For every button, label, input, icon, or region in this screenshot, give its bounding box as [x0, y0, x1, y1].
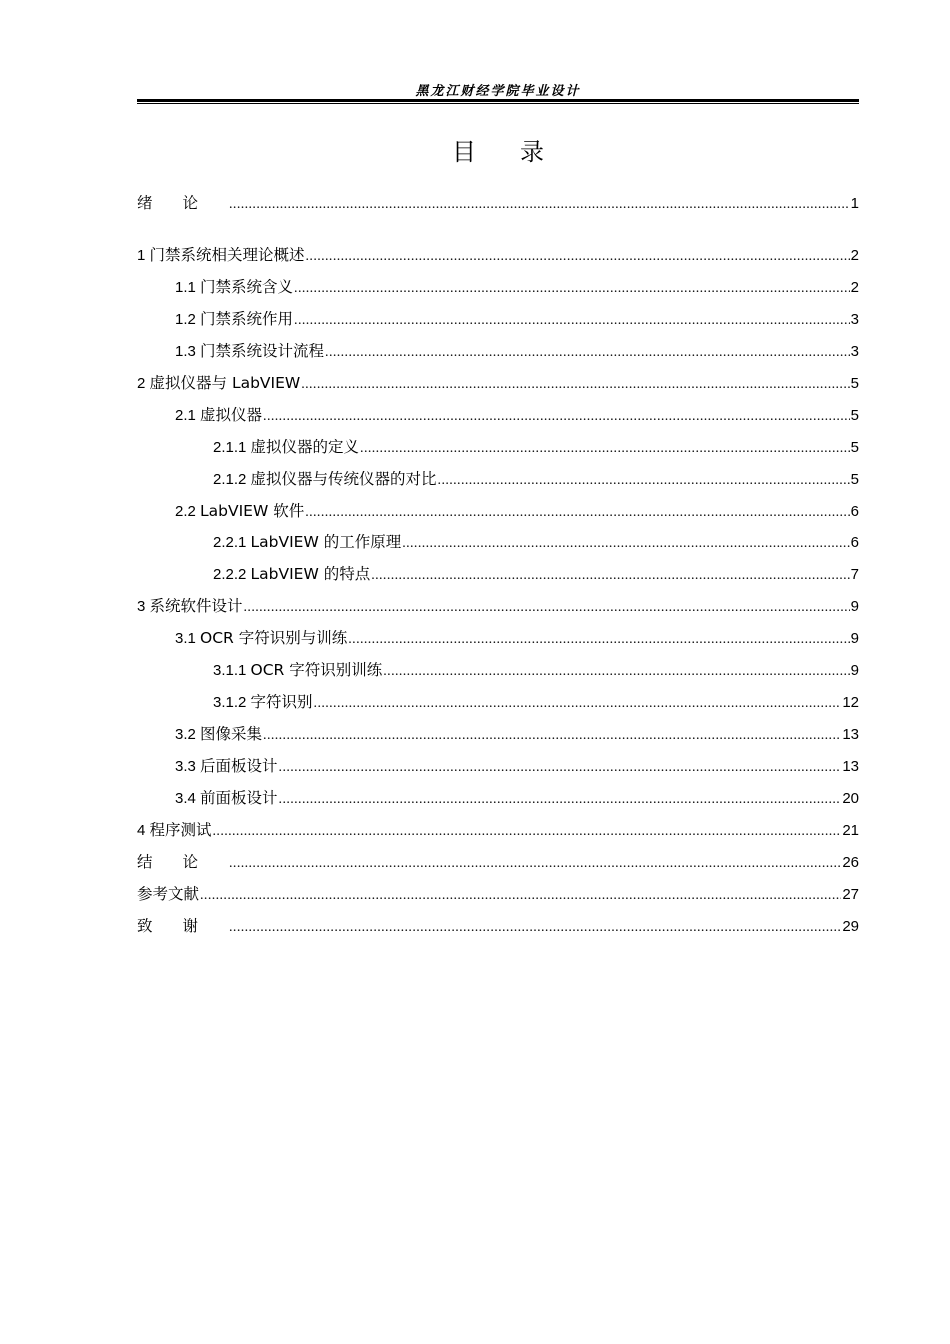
toc-entry[interactable] — [137, 819, 859, 841]
toc-title: 目录 — [452, 138, 588, 166]
toc-entry[interactable] — [175, 276, 859, 298]
dot-leader — [279, 757, 842, 779]
toc-entry-number: 3.3 — [175, 758, 201, 775]
toc-page-number: 2 — [850, 247, 859, 264]
running-header: 黑龙江财经学院毕业设计 — [415, 84, 581, 99]
toc-entry-label: 门禁系统含义 — [200, 278, 294, 296]
toc-entry[interactable] — [213, 531, 859, 553]
toc-page-number: 7 — [850, 566, 859, 583]
toc-entry[interactable] — [137, 595, 859, 617]
toc-entry-number: 3.2 — [175, 726, 201, 743]
dot-leader — [301, 374, 849, 396]
toc-entry-label: 门禁系统作用 — [200, 310, 294, 328]
dot-leader — [348, 629, 849, 651]
toc-entry-number: 2.1.2 — [213, 471, 251, 488]
toc-entry-label: 虚拟仪器与传统仪器的对比 — [250, 470, 437, 488]
toc-page-number: 3 — [850, 343, 859, 360]
dot-leader — [229, 194, 850, 216]
toc-entry-label: LabVIEW 的特点 — [250, 565, 371, 583]
toc-entry-label: 图像采集 — [200, 725, 263, 743]
toc-page-number: 6 — [850, 503, 859, 520]
toc-entry-label: OCR 字符识别训练 — [250, 661, 383, 679]
toc-entry[interactable] — [137, 883, 859, 905]
toc-page-number: 5 — [850, 471, 859, 488]
toc-entry-label: 虚拟仪器与 LabVIEW — [149, 374, 301, 392]
toc-entry-label: 绪论 — [137, 194, 229, 212]
dot-leader — [263, 406, 850, 428]
toc-entry-number: 1 — [137, 247, 150, 264]
toc-entry-number: 3.1.2 — [213, 694, 251, 711]
toc-page-number: 13 — [842, 726, 859, 743]
toc-entry[interactable] — [213, 436, 859, 458]
toc-entry-label: 前面板设计 — [200, 789, 278, 807]
toc-entry[interactable] — [213, 659, 859, 681]
toc-entry-label: 虚拟仪器 — [200, 406, 263, 424]
toc-entry-label: LabVIEW 软件 — [200, 502, 305, 520]
toc-entry-label: OCR 字符识别与训练 — [200, 629, 348, 647]
toc-page-number: 2 — [850, 279, 859, 296]
dot-leader — [371, 565, 849, 587]
toc-entry[interactable] — [137, 244, 859, 266]
toc-entry-label: 程序测试 — [149, 821, 212, 839]
toc-entry-label: 参考文献 — [137, 885, 200, 903]
dot-leader — [360, 438, 850, 460]
toc-entry-label: 后面板设计 — [200, 757, 278, 775]
toc-entry-number: 2.1.1 — [213, 439, 251, 456]
toc-page-number: 27 — [842, 886, 859, 903]
toc-entry-label: 门禁系统设计流程 — [200, 342, 325, 360]
dot-leader — [263, 725, 841, 747]
dot-leader — [438, 470, 850, 492]
toc-entry[interactable] — [175, 627, 859, 649]
toc-entry-label: 结论 — [137, 853, 229, 871]
toc-page-number: 20 — [842, 790, 859, 807]
toc-entry-number: 2.1 — [175, 407, 201, 424]
dot-leader — [383, 661, 849, 683]
dot-leader — [314, 693, 842, 715]
toc-entry-number: 2 — [137, 375, 150, 392]
toc-page-number: 21 — [842, 822, 859, 839]
toc-page-number: 12 — [842, 694, 859, 711]
toc-entry[interactable] — [137, 915, 859, 937]
toc-entry-number: 1.2 — [175, 311, 201, 328]
document-page — [137, 0, 859, 1344]
toc-entry[interactable] — [175, 787, 859, 809]
toc-page-number: 3 — [850, 311, 859, 328]
toc-entry-label: 虚拟仪器的定义 — [250, 438, 360, 456]
toc-page-number: 6 — [850, 534, 859, 551]
dot-leader — [402, 533, 849, 555]
toc-page-number: 9 — [850, 598, 859, 615]
toc-entry-label: 致谢 — [137, 917, 229, 935]
toc-entry[interactable] — [137, 372, 859, 394]
toc-entry[interactable] — [175, 500, 859, 522]
toc-entry-number: 3.1.1 — [213, 662, 251, 679]
toc-entry-number: 1.1 — [175, 279, 201, 296]
toc-entry-label: 字符识别 — [250, 693, 313, 711]
dot-leader — [306, 246, 850, 268]
toc-page-number: 5 — [850, 375, 859, 392]
toc-entry[interactable] — [213, 563, 859, 585]
toc-entry[interactable] — [175, 308, 859, 330]
toc-entry-number: 1.3 — [175, 343, 201, 360]
toc-page-number: 13 — [842, 758, 859, 775]
toc-page-number: 5 — [850, 439, 859, 456]
dot-leader — [305, 502, 849, 524]
toc-entry-number: 2.2 — [175, 503, 201, 520]
header-rule — [137, 99, 859, 104]
dot-leader — [244, 597, 850, 619]
toc-entry-label: LabVIEW 的工作原理 — [250, 533, 402, 551]
toc-entry-number: 3.1 — [175, 630, 201, 647]
toc-entry-number: 2.2.1 — [213, 534, 251, 551]
dot-leader — [229, 917, 841, 939]
toc-entry[interactable] — [213, 468, 859, 490]
toc-page-number: 29 — [842, 918, 859, 935]
dot-leader — [213, 821, 842, 843]
dot-leader — [200, 885, 841, 907]
toc-entry-number: 3.4 — [175, 790, 201, 807]
toc-page-number: 9 — [850, 662, 859, 679]
toc-entry[interactable] — [175, 755, 859, 777]
dot-leader — [279, 789, 842, 811]
toc-page-number: 5 — [850, 407, 859, 424]
toc-entry[interactable] — [175, 404, 859, 426]
toc-entry-number: 2.2.2 — [213, 566, 251, 583]
toc-entry[interactable] — [137, 192, 859, 214]
dot-leader — [294, 278, 850, 300]
toc-entry-number: 3 — [137, 598, 150, 615]
toc-entry-number: 4 — [137, 822, 150, 839]
dot-leader — [229, 853, 841, 875]
toc-entry[interactable] — [175, 723, 859, 745]
toc-entry[interactable] — [213, 691, 859, 713]
dot-leader — [325, 342, 850, 364]
toc-page-number: 1 — [850, 195, 859, 212]
toc-entry-label: 门禁系统相关理论概述 — [149, 246, 305, 264]
toc-entry[interactable] — [137, 851, 859, 873]
toc-page-number: 9 — [850, 630, 859, 647]
toc-entry-label: 系统软件设计 — [149, 597, 243, 615]
toc-page-number: 26 — [842, 854, 859, 871]
dot-leader — [294, 310, 850, 332]
toc-entry[interactable] — [175, 340, 859, 362]
